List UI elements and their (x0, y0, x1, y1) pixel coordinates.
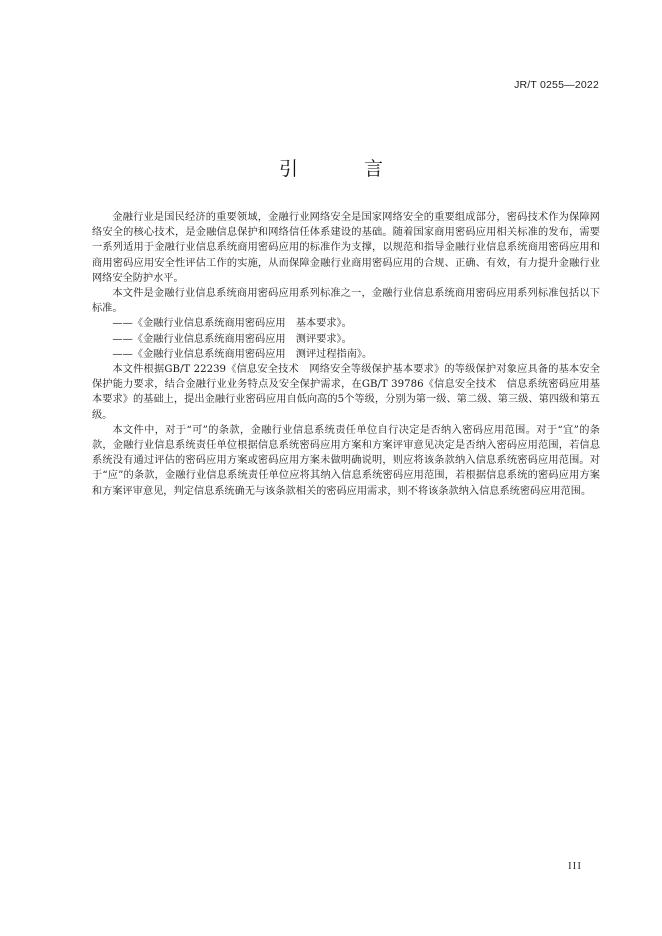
page-title: 引 言 (278, 158, 414, 180)
page-number: III (568, 860, 582, 872)
intro-paragraph-3: 本文件根据GB/T 22239《信息安全技术 网络安全等级保护基本要求》的等级保护对象应具备的基本安全保护能力要求，结合金融行业业务特点及安全保护需求，在GB/T 39786《信息安全技术 信息系统密码应用基本要求》的基础上，提出金融行业密码应用自低向高的5个等级，分别为第一级、第二级、第三级、第四级和第五级。 (92, 364, 600, 421)
intro-paragraph-4: 本文件中，对于“可”的条款，金融行业信息系统责任单位自行决定是否纳入密码应用范围。对于“宜”的条款，金融行业信息系统责任单位根据信息系统密码应用方案和方案评审意见决定是否纳入密码应用范围，若信息系统没有通过评估的密码应用方案或密码应用方案未做明确说明，则应将该条款纳入信息系统密码应用范围。对于“应”的条款，金融行业信息系统责任单位应将其纳入信息系统密码应用范围，若根据信息系统的密码应用方案和方案评审意见，判定信息系统确无与该条款相关的密码应用需求，则不将该条款纳入信息系统密码应用范围。 (92, 424, 600, 497)
intro-paragraph-2: 本文件是金融行业信息系统商用密码应用系列标准之一，金融行业信息系统商用密码应用系列标准包括以下标准。 (92, 288, 600, 315)
document-body (92, 210, 600, 499)
standard-list-item: ——《金融行业信息系统商用密码应用 基本要求》。 (112, 318, 352, 330)
intro-paragraph-1: 金融行业是国民经济的重要领域，金融行业网络安全是国家网络安全的重要组成部分，密码技术作为保障网络安全的核心技术，是金融信息保护和网络信任体系建设的基础。随着国家商用密码应用相关标准的发布，需要一系列适用于金融行业信息系统商用密码应用的标准作为支撑，以规范和指导金融行业信息系统商用密码应用和商用密码应用安全性评估工作的实施，从而保障金融行业商用密码应用的合规、正确、有效，有力提升金融行业网络安全防护水平。 (92, 212, 600, 284)
standard-code-header: JR/T 0255—2022 (514, 79, 599, 91)
standard-list-item: ——《金融行业信息系统商用密码应用 测评过程指南》。 (112, 348, 373, 360)
standard-list-item: ——《金融行业信息系统商用密码应用 测评要求》。 (112, 333, 352, 345)
